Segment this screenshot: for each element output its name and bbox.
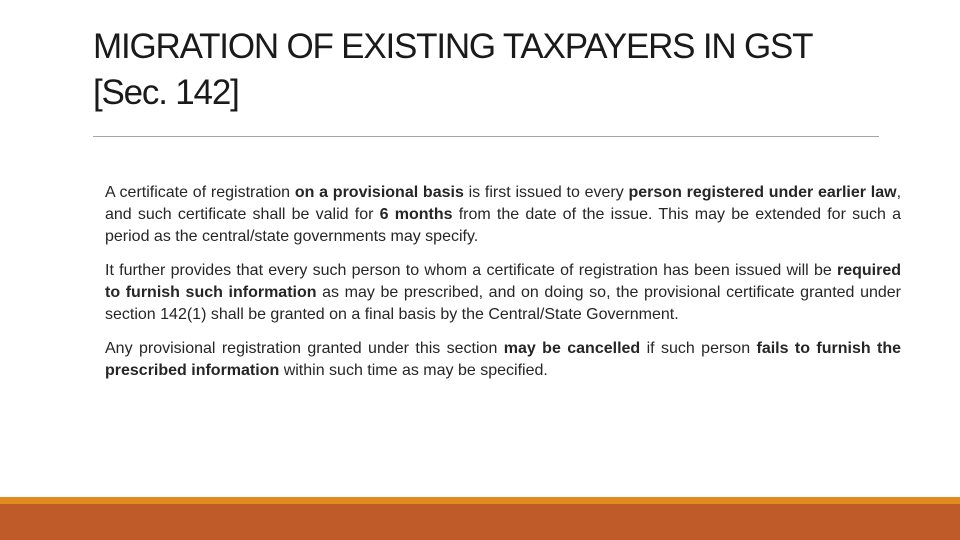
text-segment: from the date of the issue. This may be extended for such a period as the central/state governments may specify.: [105, 206, 901, 245]
text-segment: A certificate of registration: [105, 184, 295, 201]
bold-text-segment: fails to furnish the prescribed information: [105, 340, 902, 379]
text-segment: as may be prescribed, and on doing so, the provisional certificate granted under section 142(1) shall be granted on a final basis by the Central/State Government.: [105, 284, 901, 323]
bold-text-segment: person registered under earlier law: [628, 184, 897, 201]
slide-title: [93, 24, 893, 116]
text-segment: , and such certificate shall be valid for: [105, 184, 902, 223]
title-divider: [93, 136, 879, 137]
slide-title-line-1: MIGRATION OF EXISTING TAXPAYERS IN GST: [93, 27, 813, 66]
bold-text-segment: may be cancelled: [503, 340, 641, 357]
text-segment: Any provisional registration granted under this section: [105, 340, 504, 357]
text-segment: is first issued to every: [463, 184, 629, 201]
footer-accent-stripe: [0, 497, 960, 504]
bold-text-segment: 6 months: [379, 206, 453, 223]
text-segment: It further provides that every such person to whom a certificate of registration has been issued will be: [105, 262, 837, 279]
bold-text-segment: required to furnish such information: [105, 262, 901, 301]
text-segment: within such time as may be specified.: [279, 362, 548, 379]
paragraph-cancellation: [105, 338, 901, 382]
text-segment: if such person: [640, 340, 757, 357]
slide-title-line-2: [Sec. 142]: [93, 73, 239, 112]
paragraph-furnish-information: [105, 260, 901, 326]
bold-text-segment: on a provisional basis: [294, 184, 464, 201]
paragraph-provisional-certificate: [105, 182, 901, 248]
slide-body: [105, 182, 901, 394]
footer-bar: [0, 504, 960, 540]
